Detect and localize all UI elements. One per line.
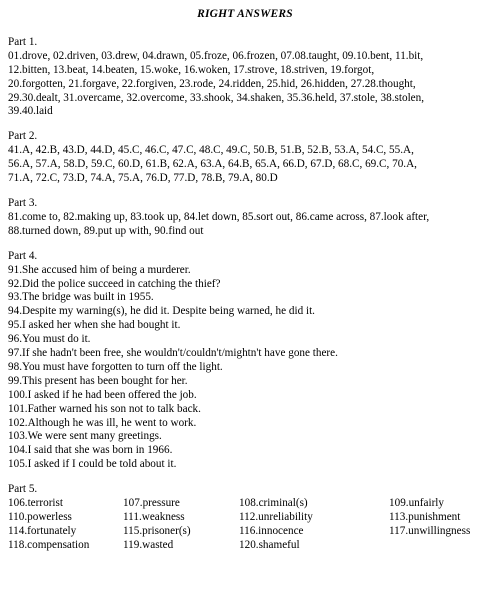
part-4-line: 101.Father warned his son not to talk back.: [8, 402, 201, 415]
part-5-answer: 116.innocence: [239, 524, 304, 537]
part-1-line: 39.40.laid: [8, 105, 53, 118]
part-5-answer: 110.powerless: [8, 511, 72, 523]
part-4-line: 97.If she hadn't been free, she wouldn't/couldn't/mightn't have gone there.: [8, 347, 338, 360]
part-5-grid: [8, 497, 482, 553]
part-4-line: 95.I asked her when she had bought it.: [8, 319, 181, 332]
part-1-section: [8, 36, 482, 119]
part-5-answer: 109.unfairly: [389, 497, 444, 510]
part-4-line: 91.She accused him of being a murderer.: [8, 263, 191, 276]
part-5-answer: 115.prisoner(s): [123, 524, 191, 537]
part-2-line: 41.A, 42.B, 43.D, 44.D, 45.C, 46.C, 47.C, 48.C, 49.C, 50.B, 51.B, 52.B, 53.A, 54.C, 55.A,: [8, 144, 414, 157]
part-2-line: 56.A, 57.A, 58.D, 59.C, 60.D, 61.B, 62.A, 63.A, 64.B, 65.A, 66.D, 67.D, 68.C, 69.C, 70.A,: [8, 158, 417, 171]
part-3-line: 88.turned down, 89.put up with, 90.find out: [8, 224, 204, 237]
part-4-line: 105.I asked if I could be told about it.: [8, 458, 177, 471]
part-4-line: 93.The bridge was built in 1955.: [8, 291, 154, 304]
part-1-line: 12.bitten, 13.beat, 14.beaten, 15.woke, 16.woken, 17.strove, 18.striven, 19.forgot,: [8, 63, 375, 76]
part-3-section: [8, 197, 482, 239]
part-5-answer: 114.fortunately: [8, 524, 77, 537]
page-title: RIGHT ANSWERS: [197, 8, 293, 20]
part-5-answer: 106.terrorist: [8, 497, 63, 510]
part-5-answer: 111.weakness: [123, 511, 185, 523]
part-5-answer: [389, 539, 481, 553]
part-5-answer: 107.pressure: [123, 497, 180, 510]
part-5-heading: Part 5.: [8, 483, 38, 496]
part-5-section: [8, 483, 482, 553]
part-4-line: 99.This present has been bought for her.: [8, 374, 188, 387]
part-4-line: 100.I asked if he had been offered the job.: [8, 388, 197, 401]
part-5-answer: 112.unreliability: [239, 511, 313, 523]
part-4-line: 92.Did the police succeed in catching the thief?: [8, 277, 221, 290]
part-1-heading: Part 1.: [8, 35, 38, 48]
part-1-line: 29.30.dealt, 31.overcame, 32.overcome, 33.shook, 34.shaken, 35.36.held, 37.stole, 38.stolen,: [8, 91, 425, 104]
part-5-answer: 108.criminal(s): [239, 497, 308, 510]
part-2-heading: Part 2.: [8, 130, 38, 143]
part-2-line: 71.A, 72.C, 73.D, 74.A, 75.A, 76.D, 77.D, 78.B, 79.A, 80.D: [8, 172, 278, 185]
part-4-line: 102.Although he was ill, he went to work.: [8, 416, 197, 429]
part-5-answer: 120.shameful: [239, 538, 300, 551]
part-4-heading: Part 4.: [8, 249, 38, 262]
part-5-answer: 113.punishment: [389, 511, 461, 523]
part-4-section: [8, 250, 482, 473]
part-1-line: 01.drove, 02.driven, 03.drew, 04.drawn, 05.froze, 06.frozen, 07.08.taught, 09.10.bent, 11.bit,: [8, 49, 424, 62]
part-5-answer: 118.compensation: [8, 538, 90, 551]
part-4-line: 104.I said that she was born in 1966.: [8, 444, 173, 457]
part-4-line: 94.Despite my warning(s), he did it. Despite being warned, he did it.: [8, 305, 315, 318]
part-2-section: [8, 130, 482, 186]
part-4-line: 96.You must do it.: [8, 333, 91, 346]
part-4-line: 98.You must have forgotten to turn off the light.: [8, 360, 223, 373]
part-5-answer: 119.wasted: [123, 538, 174, 551]
part-5-answer: 117.unwillingness: [389, 524, 471, 537]
part-3-line: 81.come to, 82.making up, 83.took up, 84.let down, 85.sort out, 86.came across, 87.look after,: [8, 210, 430, 223]
part-3-heading: Part 3.: [8, 196, 38, 209]
part-1-line: 20.forgotten, 21.forgave, 22.forgiven, 23.rode, 24.ridden, 25.hid, 26.hidden, 27.28.thought,: [8, 77, 416, 90]
answer-sheet: [8, 8, 482, 553]
part-4-line: 103.We were sent many greetings.: [8, 430, 162, 443]
